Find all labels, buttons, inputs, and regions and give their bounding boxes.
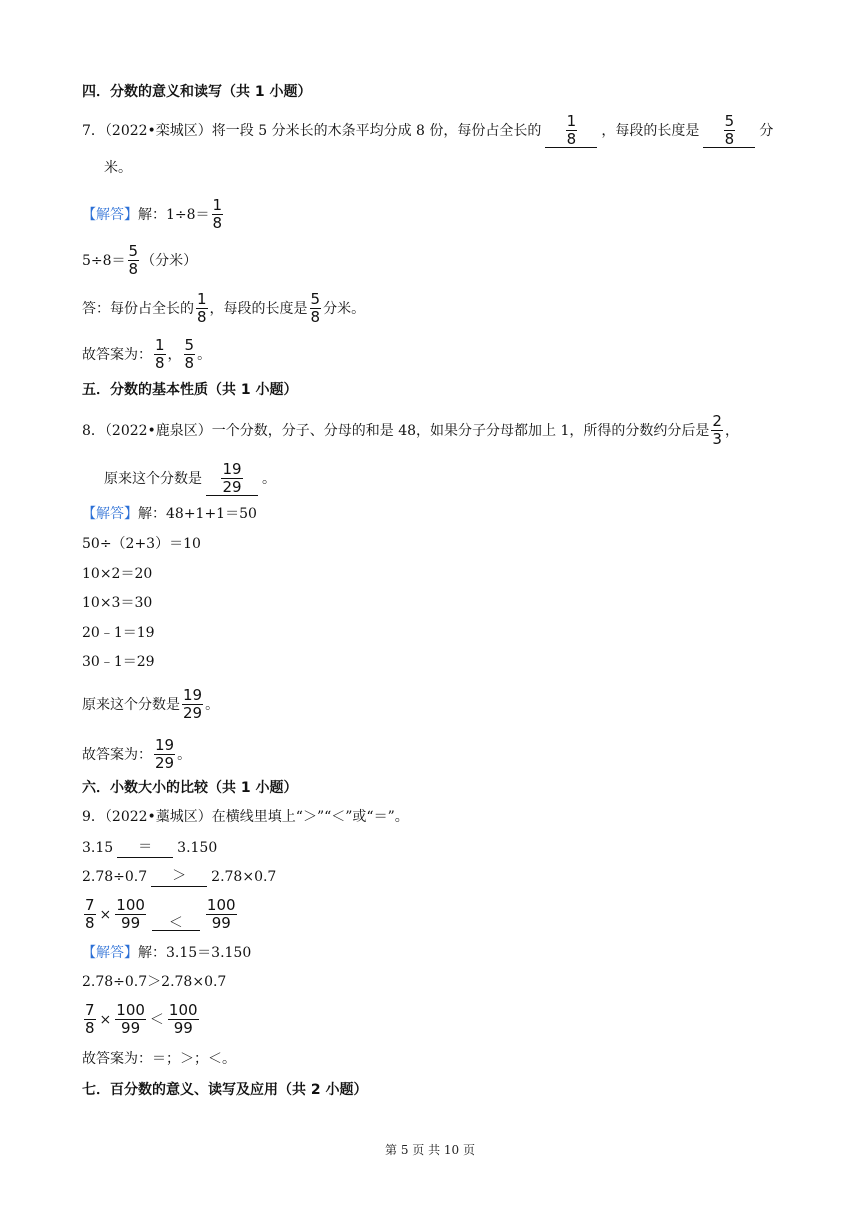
fraction bbox=[84, 898, 96, 931]
denominator: 8 bbox=[155, 354, 165, 372]
fraction bbox=[310, 292, 322, 325]
fraction bbox=[128, 244, 140, 277]
fraction bbox=[206, 898, 237, 931]
fraction-answer-2 bbox=[724, 114, 736, 147]
numerator: 7 bbox=[85, 1001, 95, 1019]
question-7 bbox=[82, 114, 773, 148]
unit-text: （分米） bbox=[141, 252, 198, 269]
denominator: 8 bbox=[566, 130, 577, 148]
denominator: 99 bbox=[121, 1019, 141, 1037]
operand: 3.15 bbox=[82, 839, 114, 856]
numerator: 2 bbox=[712, 412, 722, 430]
denominator: 99 bbox=[211, 914, 231, 932]
fraction bbox=[168, 1003, 199, 1036]
page-footer: 第 5 页 共 10 页 bbox=[385, 1143, 475, 1157]
numerator: 5 bbox=[310, 290, 321, 308]
question-8 bbox=[82, 414, 739, 447]
question-9: 9．（2022•藁城区）在横线里填上“＞”“＜”或“＝”。 bbox=[82, 809, 409, 825]
section-7-title: 七．百分数的意义、读写及应用（共 2 小题） bbox=[82, 1082, 368, 1098]
fraction bbox=[115, 898, 146, 931]
denominator: 3 bbox=[712, 430, 722, 448]
denominator: 8 bbox=[128, 260, 139, 278]
question-7-suffix: 分 bbox=[759, 123, 774, 139]
numerator: 100 bbox=[206, 896, 236, 914]
solution-7-line3 bbox=[82, 292, 365, 325]
solution-text: 5÷8＝ bbox=[82, 252, 126, 269]
solution-9-line3 bbox=[82, 1003, 201, 1036]
answer-blank-2 bbox=[703, 114, 755, 148]
solution-tag: 【解答】 bbox=[82, 506, 138, 522]
question-9-row2 bbox=[82, 866, 276, 887]
period: 。 bbox=[262, 471, 276, 487]
solution-8-line3: 10×2＝20 bbox=[82, 566, 153, 582]
solution-8-line5: 20﹣1＝19 bbox=[82, 625, 155, 641]
solution-text: ，每段的长度是 bbox=[209, 300, 308, 317]
section-6-title: 六．小数大小的比较（共 1 小题） bbox=[82, 780, 298, 796]
solution-text: 故答案为： bbox=[82, 746, 152, 763]
question-8-text: 8．（2022•鹿泉区）一个分数，分子、分母的和是 48，如果分子分母都加上 1，所得的分数约分后是 bbox=[82, 422, 710, 439]
denominator: 99 bbox=[173, 1019, 193, 1037]
fraction bbox=[212, 198, 224, 231]
numerator: 5 bbox=[724, 112, 735, 130]
period: 。 bbox=[177, 746, 192, 763]
solution-9-line4: 故答案为：＝；＞；＜。 bbox=[82, 1051, 236, 1067]
numerator: 100 bbox=[116, 896, 145, 914]
section-4-title: 四．分数的意义和读写（共 1 小题） bbox=[82, 84, 312, 100]
question-9-row1 bbox=[82, 837, 217, 858]
solution-text: 故答案为： bbox=[82, 346, 152, 363]
numerator: 1 bbox=[212, 196, 223, 214]
period: 。 bbox=[197, 346, 212, 363]
numerator: 1 bbox=[566, 112, 577, 130]
solution-8-line4: 10×3＝30 bbox=[82, 595, 153, 611]
solution-8-line1 bbox=[82, 504, 257, 524]
fraction-answer-1 bbox=[566, 114, 578, 147]
solution-text: 原来这个分数是 bbox=[82, 696, 180, 713]
numerator: 19 bbox=[222, 460, 242, 478]
operator: × bbox=[99, 1011, 112, 1028]
question-8-line2 bbox=[104, 462, 276, 496]
solution-text: 答：每份占全长的 bbox=[82, 300, 194, 317]
solution-text: 解：48+1+1＝50 bbox=[138, 506, 257, 522]
denominator: 29 bbox=[155, 754, 175, 772]
solution-7-line2 bbox=[82, 244, 197, 277]
fraction bbox=[711, 414, 723, 447]
solution-text: 分米。 bbox=[323, 300, 366, 317]
separator: ， bbox=[167, 346, 182, 363]
fraction bbox=[115, 1003, 146, 1036]
denominator: 8 bbox=[310, 308, 321, 326]
operand: 2.78÷0.7 bbox=[82, 868, 148, 885]
operand: 2.78×0.7 bbox=[211, 868, 277, 885]
numerator: 19 bbox=[183, 686, 203, 704]
solution-9-line1 bbox=[82, 943, 251, 963]
answer-blank-1 bbox=[545, 114, 597, 148]
denominator: 29 bbox=[222, 478, 242, 496]
numerator: 1 bbox=[155, 336, 165, 354]
denominator: 8 bbox=[184, 354, 195, 372]
question-9-row3 bbox=[82, 898, 239, 931]
question-7-text: 7．（2022•栾城区）将一段 5 分米长的木条平均分成 8 份，每份占全长的 bbox=[82, 123, 542, 139]
denominator: 8 bbox=[212, 214, 223, 232]
answer-blank bbox=[206, 462, 258, 496]
question-8-text: 原来这个分数是 bbox=[104, 471, 202, 487]
solution-9-line2: 2.78÷0.7＞2.78×0.7 bbox=[82, 974, 227, 990]
denominator: 8 bbox=[85, 1019, 95, 1037]
answer-blank: ＜ bbox=[152, 916, 200, 931]
numerator: 19 bbox=[155, 736, 175, 754]
numerator: 100 bbox=[168, 1001, 198, 1019]
period: 。 bbox=[205, 696, 220, 713]
answer-blank: ＝ bbox=[117, 837, 173, 858]
solution-7-line1 bbox=[82, 198, 225, 231]
question-7-line2: 米。 bbox=[104, 160, 132, 176]
operator: × bbox=[99, 906, 112, 923]
fraction bbox=[182, 688, 203, 721]
fraction-answer bbox=[221, 462, 242, 495]
answer-blank: ＞ bbox=[151, 866, 207, 887]
comma: ， bbox=[724, 422, 739, 439]
fraction bbox=[184, 338, 196, 371]
fraction bbox=[196, 292, 208, 325]
solution-7-line4 bbox=[82, 338, 211, 371]
solution-tag: 【解答】 bbox=[82, 206, 138, 223]
numerator: 5 bbox=[184, 336, 195, 354]
denominator: 29 bbox=[183, 704, 203, 722]
denominator: 8 bbox=[724, 130, 735, 148]
solution-text: 解：3.15＝3.150 bbox=[138, 945, 252, 961]
solution-tag: 【解答】 bbox=[82, 945, 138, 961]
comparison-sign: ＜ bbox=[149, 1011, 164, 1028]
solution-8-line6: 30﹣1＝29 bbox=[82, 654, 155, 670]
denominator: 99 bbox=[121, 914, 141, 932]
solution-8-line8 bbox=[82, 738, 191, 771]
fraction bbox=[84, 1003, 96, 1036]
numerator: 100 bbox=[116, 1001, 145, 1019]
numerator: 5 bbox=[128, 242, 139, 260]
fraction bbox=[154, 738, 175, 771]
numerator: 7 bbox=[85, 896, 95, 914]
fraction bbox=[154, 338, 166, 371]
question-7-mid: ，每段的长度是 bbox=[601, 123, 700, 139]
denominator: 8 bbox=[85, 914, 95, 932]
solution-text: 解：1÷8＝ bbox=[138, 206, 210, 223]
operand: 3.150 bbox=[177, 839, 218, 856]
solution-8-line7 bbox=[82, 688, 219, 721]
solution-8-line2: 50÷（2+3）＝10 bbox=[82, 536, 201, 552]
section-5-title: 五．分数的基本性质（共 1 小题） bbox=[82, 382, 298, 398]
numerator: 1 bbox=[197, 290, 207, 308]
denominator: 8 bbox=[197, 308, 207, 326]
